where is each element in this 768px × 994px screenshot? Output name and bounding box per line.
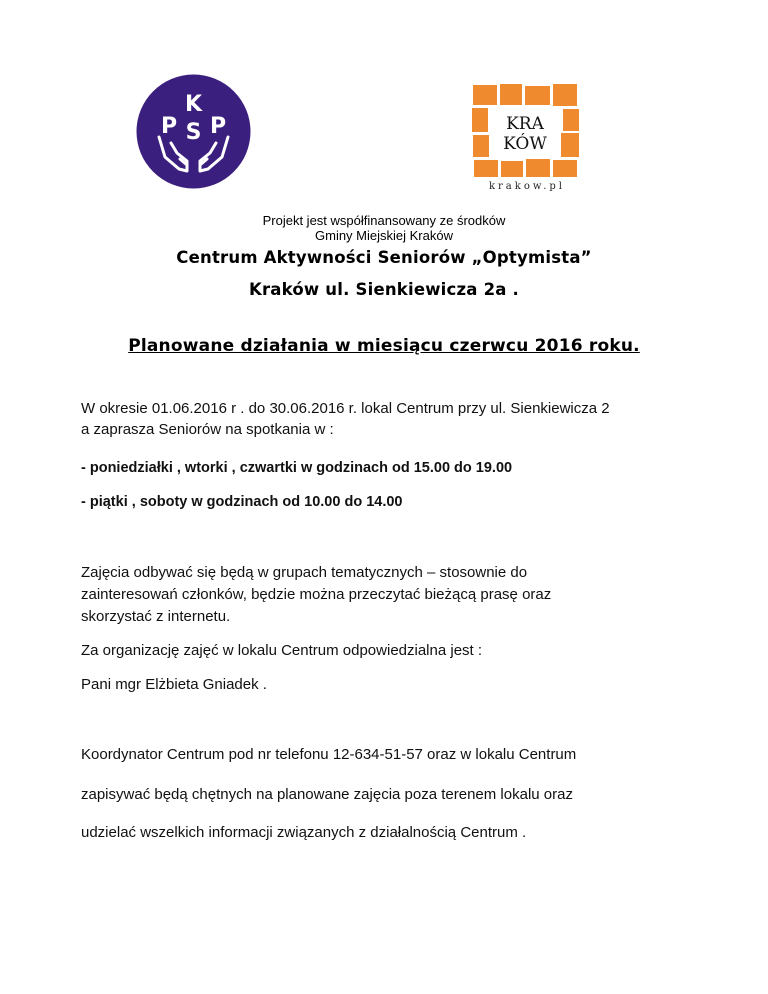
paragraph-2-line-2: zainteresowań członków, będzie można przeczytać bieżącą prasę oraz xyxy=(81,586,552,603)
paragraph-2-line-1: Zajęcia odbywać się będą w grupach tematycznych – stosownie do xyxy=(81,564,528,581)
funding-line2: Gminy Miejskiej Kraków xyxy=(315,228,453,243)
schedule-weekend: - piątki , soboty w godzinach od 10.00 do 14.00 xyxy=(81,494,403,510)
address: Kraków ul. Sienkiewicza 2a . xyxy=(248,280,519,299)
funding-line1: Projekt jest współfinansowany ze środków xyxy=(262,213,506,228)
subtitle: Planowane działania w miesiącu czerwcu 2016 roku. xyxy=(128,336,640,356)
pksp-logo xyxy=(135,73,252,190)
pksp-letter-k: K xyxy=(184,92,203,117)
paragraph-5-line-2: zapisywać będą chętnych na planowane zajęcia poza terenem lokalu oraz xyxy=(81,786,573,803)
krakow-logo-line1: KRA xyxy=(506,114,544,134)
paragraph-1-line-1: W okresie 01.06.2016 r . do 30.06.2016 r. lokal Centrum przy ul. Sienkiewicza 2 xyxy=(81,400,610,417)
pksp-letter-p: P xyxy=(160,114,178,139)
schedule-weekdays: - poniedziałki , wtorki , czwartki w godzinach od 15.00 do 19.00 xyxy=(81,460,513,476)
paragraph-3: Za organizację zajęć w lokalu Centrum odpowiedzialna jest : xyxy=(81,642,483,659)
pksp-letter-s: S xyxy=(185,120,202,145)
paragraph-4: Pani mgr Elżbieta Gniadek . xyxy=(81,676,267,693)
krakow-logo-line2: KÓW xyxy=(503,134,547,154)
krakow-logo xyxy=(471,83,583,193)
page-title: Centrum Aktywności Seniorów „Optymista” xyxy=(176,248,592,267)
pksp-letter-p2: P xyxy=(209,114,227,139)
paragraph-2-line-3: skorzystać z internetu. xyxy=(81,608,231,625)
paragraph-5-line-3: udzielać wszelkich informacji związanych z działalnością Centrum . xyxy=(81,824,527,841)
paragraph-5-line-1: Koordynator Centrum pod nr telefonu 12-634-51-57 oraz w lokalu Centrum xyxy=(81,746,577,763)
krakow-logo-domain: krakow.pl xyxy=(488,181,566,192)
paragraph-1-line-2: a zaprasza Seniorów na spotkania w : xyxy=(81,421,334,438)
